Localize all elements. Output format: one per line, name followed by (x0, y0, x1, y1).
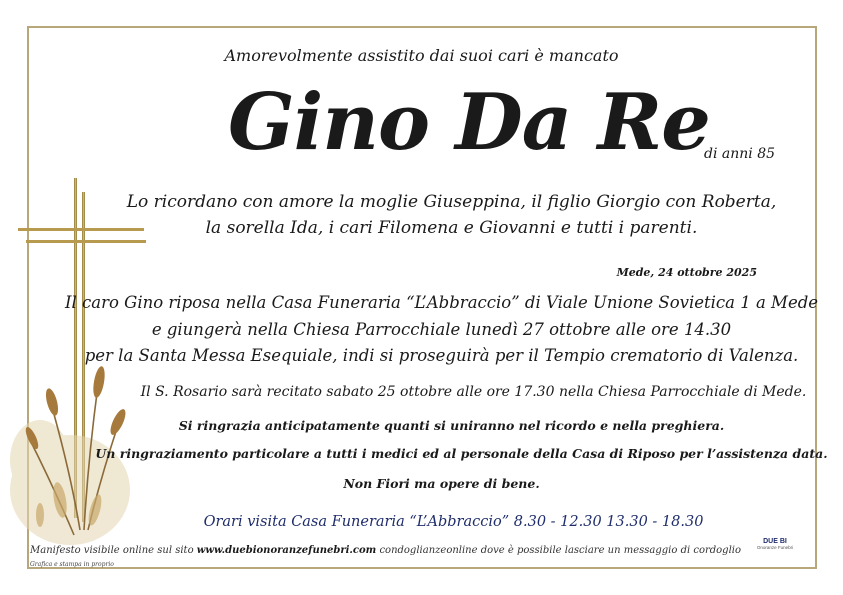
place-date: Mede, 24 ottobre 2025 (616, 266, 757, 279)
logo-subtitle: Onoranze Funebri (756, 545, 794, 550)
special-thanks-text: Un ringraziamento particolare a tutti i medici ed al personale della Casa di Riposo per l’assistenza data. (95, 446, 828, 461)
print-credit: Grafica e stampa in proprio (30, 561, 114, 568)
footer-site-link[interactable]: www.duebionoranzefunebri.com (196, 545, 377, 556)
company-logo (745, 538, 805, 564)
body-line: Il caro Gino riposa nella Casa Funeraria “L’Abbraccio” di Viale Unione Sovietica 1 a Mede (64, 293, 819, 312)
body-line: e giungerà nella Chiesa Parrocchiale lunedì 27 ottobre alle ore 14.30 (151, 320, 732, 339)
rosary-text: Il S. Rosario sarà recitato sabato 25 ottobre alle ore 17.30 nella Chiesa Parrocchiale di Mede. (140, 384, 807, 400)
thanks-text: Si ringrazia anticipatamente quanti si uniranno nel ricordo e nella preghiera. (178, 418, 725, 433)
age-text: di anni 85 (704, 146, 776, 162)
no-flowers-text: Non Fiori ma opere di bene. (343, 476, 540, 491)
mourners-line: Lo ricordano con amore la moglie Giuseppina, il figlio Giorgio con Roberta, (126, 192, 777, 212)
deceased-name: Gino Da Re (228, 77, 710, 168)
logo-title: DUE BI (763, 538, 787, 545)
footer-note (30, 545, 741, 556)
mourners-line: la sorella Ida, i cari Filomena e Giovanni e tutti i parenti. (205, 218, 698, 238)
footer-suffix: condoglianzeonline dove è possibile lasciare un messaggio di cordoglio (376, 545, 741, 556)
footer-prefix: Manifesto visibile online sul sito (30, 545, 197, 556)
visiting-hours: Orari visita Casa Funeraria “L’Abbraccio” 8.30 - 12.30 13.30 - 18.30 (203, 514, 704, 530)
intro-text: Amorevolmente assistito dai suoi cari è mancato (224, 46, 619, 65)
body-line: per la Santa Messa Esequiale, indi si proseguirà per il Tempio crematorio di Valenza. (84, 346, 799, 365)
